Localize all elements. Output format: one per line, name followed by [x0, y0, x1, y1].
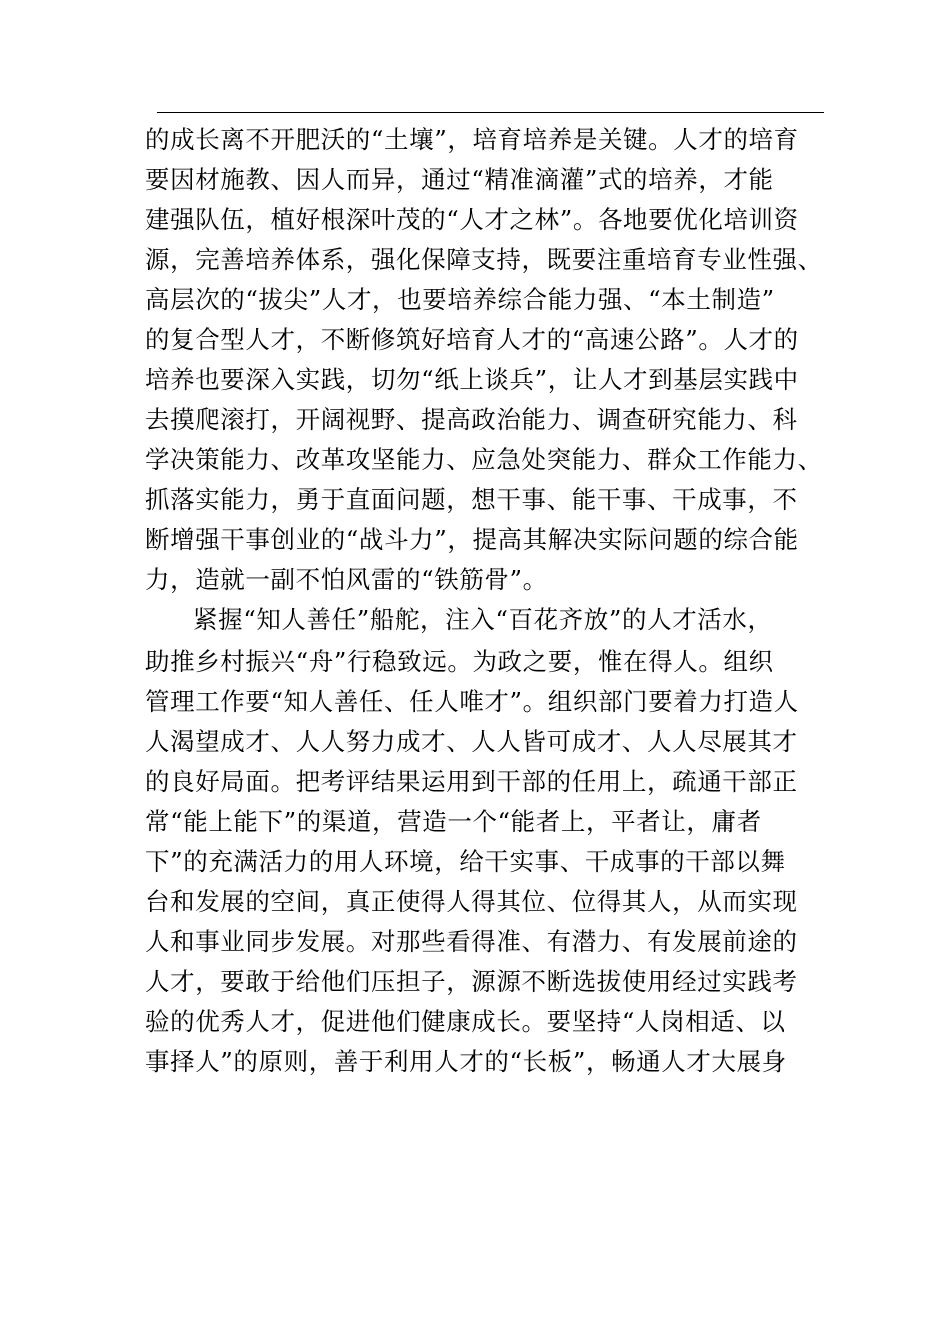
header-rule: [157, 112, 824, 113]
text-line-1: 的成长离不开肥沃的“土壤”，培育培养是关键。人才的培育: [145, 125, 799, 154]
text-line-3: 建强队伍，植好根深叶茂的“人才之林”。各地要优化培训资: [145, 205, 799, 234]
text-line-4: 源，完善培养体系，强化保障支持，既要注重培育专业性强、: [145, 245, 823, 274]
text-line-10: 抓落实能力，勇于直面问题，想干事、能干事、干成事，不: [145, 485, 798, 514]
text-line-12: 力，造就一副不怕风雷的“铁筋骨”。: [145, 565, 548, 594]
text-line-11: 断增强干事创业的“战斗力”，提高其解决实际问题的综合能: [145, 525, 799, 554]
text-line-18: 常“能上能下”的渠道，营造一个“能者上，平者让，庸者: [145, 807, 762, 836]
text-line-6: 的复合型人才，不断修筑好培育人才的“高速公路”。人才的: [145, 325, 799, 354]
text-line-16: 人渴望成才、人人努力成才、人人皆可成才、人人尽展其才: [145, 727, 798, 756]
text-line-15: 管理工作要“知人善任、任人唯才”。组织部门要着力打造人: [145, 687, 799, 716]
text-line-20: 台和发展的空间，真正使得人得其位、位得其人，从而实现: [145, 887, 798, 916]
text-line-7: 培养也要深入实践，切勿“纸上谈兵”，让人才到基层实践中: [145, 365, 799, 394]
text-line-2: 要因材施教、因人而异，通过“精准滴灌”式的培养，才能: [145, 165, 774, 194]
text-line-17: 的良好局面。把考评结果运用到干部的任用上，疏通干部正: [145, 767, 798, 796]
paragraph-heading: 紧握“知人善任”船舵，注入“百花齐放”的人才活水，: [193, 605, 773, 634]
text-line-5: 高层次的“拔尖”人才，也要培养综合能力强、“本土制造”: [145, 285, 775, 314]
text-line-24: 事择人”的原则，善于利用人才的“长板”，畅通人才大展身: [145, 1047, 787, 1076]
text-line-22: 人才，要敢于给他们压担子，源源不断选拔使用经过实践考: [145, 967, 798, 996]
text-line-19: 下”的充满活力的用人环境，给干实事、干成事的干部以舞: [145, 847, 786, 876]
text-line-14: 助推乡村振兴“舟”行稳致远。为政之要，惟在得人。组织: [145, 647, 774, 676]
text-line-23: 验的优秀人才，促进他们健康成长。要坚持“人岗相适、以: [145, 1007, 786, 1036]
text-line-9: 学决策能力、改革攻坚能力、应急处突能力、群众工作能力、: [145, 445, 823, 474]
text-line-21: 人和事业同步发展。对那些看得准、有潜力、有发展前途的: [145, 927, 798, 956]
text-line-8: 去摸爬滚打，开阔视野、提高政治能力、调查研究能力、科: [145, 405, 798, 434]
